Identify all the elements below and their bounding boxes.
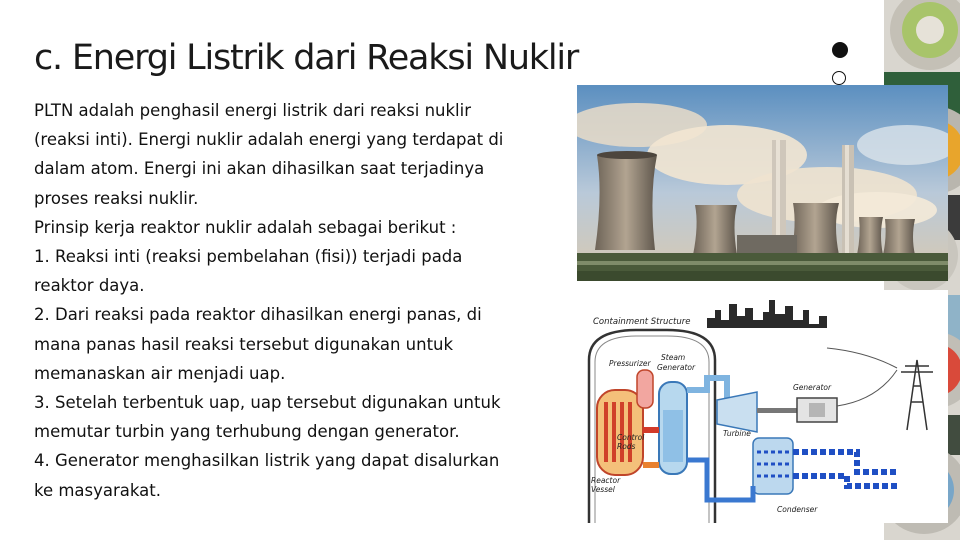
- text-line: 4. Generator menghasilkan listrik yang dapat disalurkan: [34, 451, 500, 471]
- reactor-label: Reactor: [591, 476, 621, 485]
- text-line: memutar turbin yang terhubung dengan generator.: [34, 422, 460, 442]
- power-plant-photo: [577, 85, 948, 281]
- pwr-diagram: [577, 290, 948, 523]
- text-line: proses reaksi nuklir.: [34, 188, 199, 208]
- turbine-label: Turbine: [723, 429, 751, 438]
- pressurizer-label: Pressurizer: [609, 359, 651, 368]
- bullet-dot-icon: [832, 42, 848, 58]
- text-line: mana panas hasil reaksi tersebut digunakan untuk: [34, 334, 454, 354]
- steam-generator-label: Generator: [657, 363, 696, 372]
- text-line: 2. Dari reaksi pada reaktor dihasilkan energi panas, di: [34, 305, 482, 325]
- slide-title: c. Energi Listrik dari Reaksi Nuklir: [34, 38, 579, 78]
- bullet-ring-icon: [832, 71, 846, 85]
- text-line: reaktor daya.: [34, 276, 145, 296]
- text-line: 1. Reaksi inti (reaksi pembelahan (fisi)) terjadi pada: [34, 247, 463, 267]
- rods-label: Rods: [617, 442, 636, 451]
- vessel-label: Vessel: [591, 485, 615, 494]
- steam-label: Steam: [661, 353, 686, 362]
- text-line: dalam atom. Energi ini akan dihasilkan saat terjadinya: [34, 159, 485, 179]
- text-line: memanaskan air menjadi uap.: [34, 363, 286, 383]
- condenser-label: Condenser: [777, 505, 818, 514]
- containment-label: Containment Structure: [593, 317, 691, 327]
- control-label: Control: [617, 433, 645, 442]
- text-line: ke masyarakat.: [34, 480, 162, 500]
- text-line: (reaksi inti). Energi nuklir adalah energi yang terdapat di: [34, 130, 504, 150]
- body-text: [34, 96, 564, 505]
- text-line: PLTN adalah penghasil energi listrik dari reaksi nuklir: [34, 101, 472, 120]
- generator-label: Generator: [793, 383, 832, 392]
- text-line: 3. Setelah terbentuk uap, uap tersebut digunakan untuk: [34, 393, 501, 413]
- text-line: Prinsip kerja reaktor nuklir adalah sebagai berikut :: [34, 217, 457, 237]
